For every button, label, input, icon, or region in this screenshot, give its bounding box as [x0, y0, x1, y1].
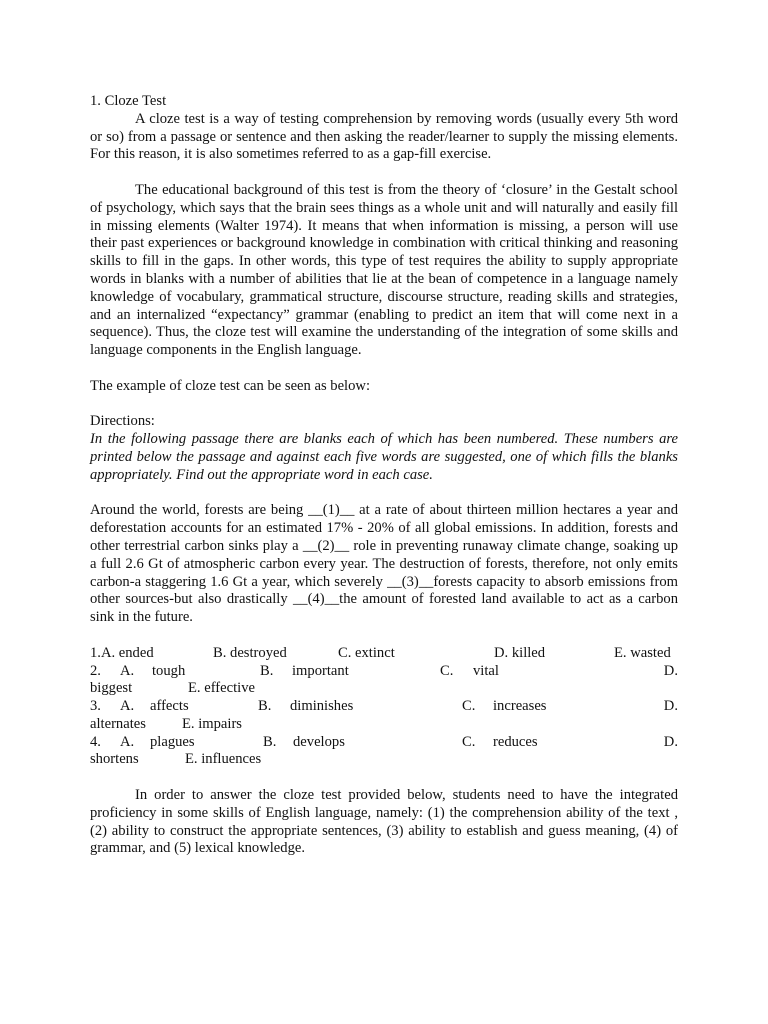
option-q2-number: 2.: [90, 662, 101, 679]
option-q4-b-word: develops: [293, 733, 345, 750]
option-q4-b-letter: B.: [263, 733, 277, 750]
option-q1-b: B. destroyed: [213, 644, 287, 661]
directions-text: In the following passage there are blanks each of which has been numbered. These numbers are printed below the passage and against each five words are suggested, one of which fills the blanks appropriately. Find out the appropriate word in each case.: [90, 431, 678, 483]
option-q4-a-letter: A.: [120, 733, 135, 750]
option-q4-e: E. influences: [185, 751, 262, 768]
options-q4-continued: [90, 751, 678, 769]
spacer: [90, 769, 678, 787]
option-q3-b-word: diminishes: [290, 698, 354, 715]
background-paragraph: The educational background of this test is from the theory of ‘closure’ in the Gestalt school of psychology, which says that the brain sees things as a whole unit and will naturally and easily fill in missing elements (Walter 1974). It means that when information is missing, a person will use their past experiences or background knowledge in combination with critical thinking and reasoning skills to fill in the gaps. In other words, this type of test requires the ability to supply appropriate words in blanks with a number of abilities that lie at the bean of competence in a language namely knowledge of vocabulary, grammatical structure, discourse structure, reading skills and strategies, and an internalized “expectancy” grammar (enabling to predict an item that will come next in a sequence). Thus, the cloze test will examine the understanding of the integration of some skills and language components in the English language.: [90, 181, 678, 359]
options-q1: [90, 645, 678, 663]
option-q3-e: E. impairs: [182, 715, 242, 732]
spacer: [90, 485, 678, 503]
option-q2-d-word: biggest: [90, 680, 133, 697]
option-q1-c: C. extinct: [338, 644, 395, 661]
option-q4-d-letter: D.: [663, 733, 678, 750]
option-q3-c-word: increases: [493, 698, 547, 715]
directions-label: Directions:: [90, 413, 155, 430]
document-page: [90, 93, 678, 858]
option-q4-number: 4.: [90, 733, 101, 750]
cloze-passage: Around the world, forests are being __(1)__ at a rate of about thirteen million hectares a year and deforestation accounts for an estimated 17% - 20% of all global emissions. In addition, forests and other terrestrial carbon sinks play a __(2)__ role in preventing runaway climate change, soaking up a full 2.6 Gt of atmospheric carbon every year. The destruction of forests, therefore, not only emits carbon-a staggering 1.6 Gt a year, which severely __(3)__forests capacity to absorb emissions from other sources-but also drastically __(4)__the amount of forested land available to act as a carbon sink in the future.: [90, 502, 678, 626]
options-q2: [90, 663, 678, 681]
option-q4-a-word: plagues: [150, 733, 195, 750]
section-title: 1. Cloze Test: [90, 93, 167, 109]
option-q2-c-word: vital: [473, 662, 499, 679]
option-q4-d-word: shortens: [90, 751, 139, 768]
option-q2-b-word: important: [292, 662, 349, 679]
option-q3-number: 3.: [90, 698, 101, 715]
option-q3-a-letter: A.: [120, 698, 135, 715]
option-q3-d-word: alternates: [90, 715, 146, 732]
options-q2-continued: [90, 680, 678, 698]
option-q2-c-letter: C.: [440, 662, 454, 679]
spacer: [90, 164, 678, 182]
option-q1-e: E. wasted: [614, 644, 671, 661]
option-q4-c-word: reduces: [493, 733, 538, 750]
option-q2-b-letter: B.: [260, 662, 274, 679]
options-q3-continued: [90, 716, 678, 734]
option-q3-c-letter: C.: [462, 698, 476, 715]
options-q4: [90, 734, 678, 752]
closing-paragraph: In order to answer the cloze test provided below, students need to have the integrated proficiency in some skills of English language, namely: (1) the comprehension ability of the text , (2) ability to construct the appropriate sentences, (3) ability to establish and guess meaning, (4) of grammar, and (5) lexical knowledge.: [90, 787, 678, 857]
spacer: [90, 360, 678, 378]
spacer: [90, 627, 678, 645]
intro-paragraph: A cloze test is a way of testing comprehension by removing words (usually every 5th word or so) from a passage or sentence and then asking the reader/learner to supply the missing elements. For this reason, it is also sometimes referred to as a gap-fill exercise.: [90, 110, 678, 163]
option-q2-a-letter: A.: [120, 662, 135, 679]
option-q2-d-letter: D.: [663, 662, 678, 679]
option-q2-a-word: tough: [152, 662, 186, 679]
option-q3-a-word: affects: [150, 698, 189, 715]
example-intro: The example of cloze test can be seen as below:: [90, 377, 370, 394]
spacer: [90, 396, 678, 414]
option-q3-b-letter: B.: [258, 698, 272, 715]
option-q2-e: E. effective: [188, 680, 255, 697]
option-q3-d-letter: D.: [663, 698, 678, 715]
option-q1-a: 1.A. ended: [90, 644, 154, 661]
option-q4-c-letter: C.: [462, 733, 476, 750]
options-q3: [90, 698, 678, 716]
option-q1-d: D. killed: [494, 644, 546, 661]
